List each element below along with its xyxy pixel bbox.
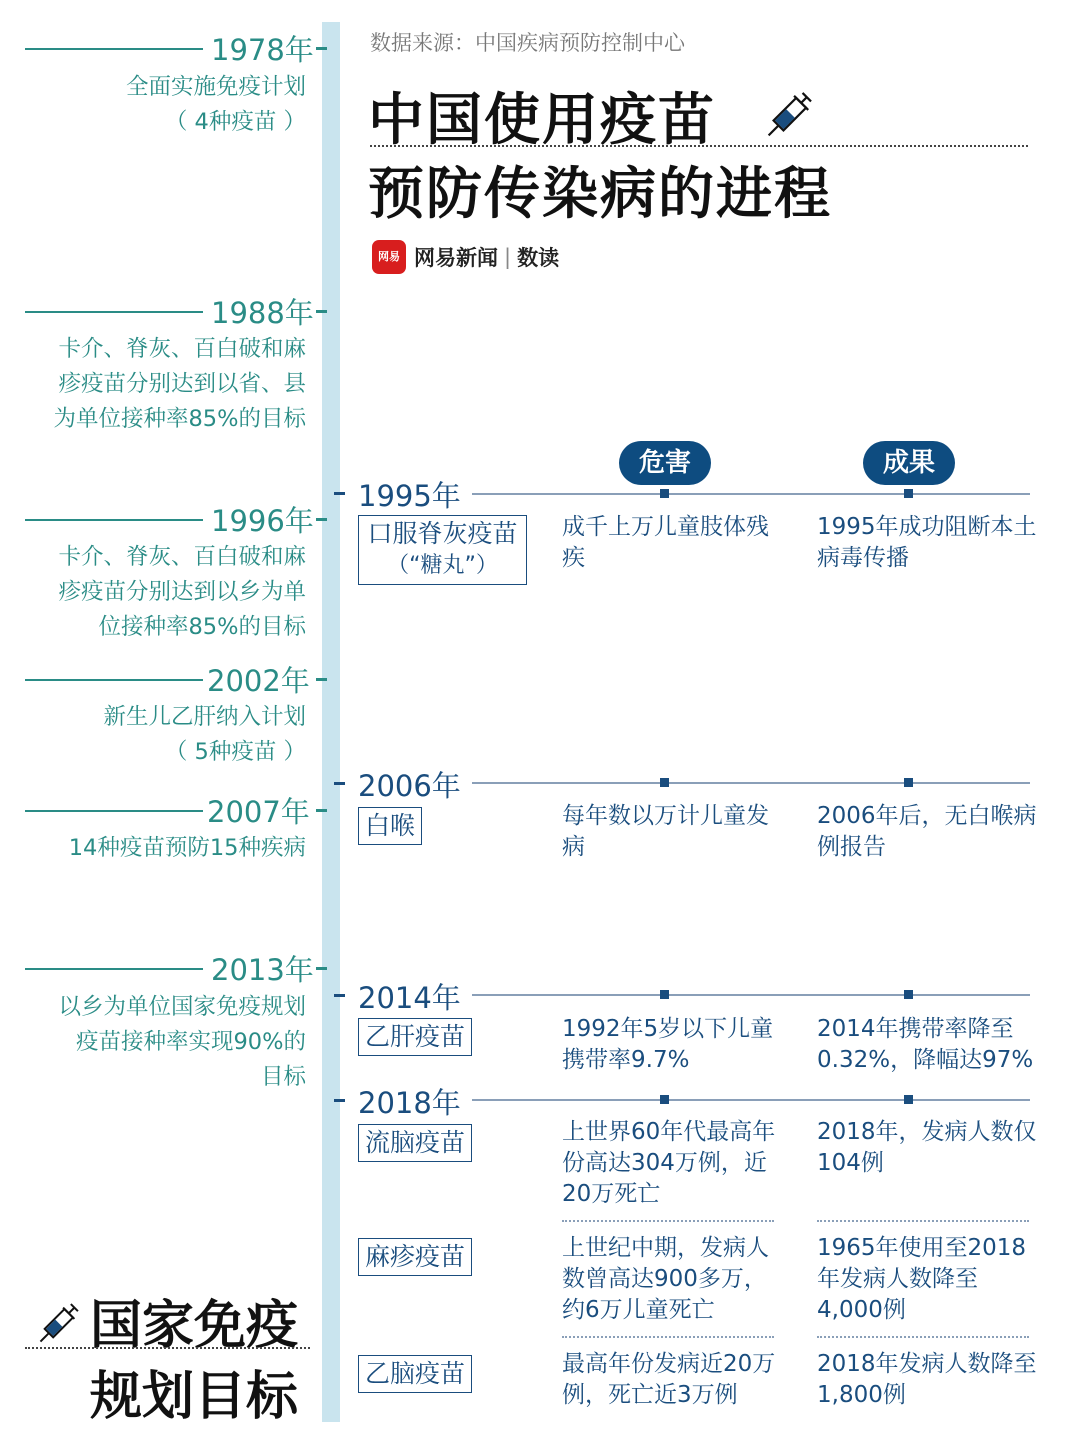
- year-tick: [334, 994, 345, 997]
- desc-line: 位接种率85%的目标: [98, 614, 306, 640]
- vaccine-box: [358, 1238, 472, 1276]
- year-tick: [334, 782, 345, 785]
- plan-year: 2007年: [207, 795, 310, 829]
- plan-desc: [6, 332, 306, 437]
- year-tick: [334, 1099, 345, 1102]
- brand-separator: |: [504, 245, 512, 269]
- desc-line: 疫苗接种率实现90%的: [75, 1029, 306, 1055]
- desc-line: （ 4种疫苗 ）: [164, 109, 306, 135]
- data-source: 数据来源：中国疾病预防控制中心: [370, 31, 685, 55]
- row-line: [472, 493, 1030, 495]
- desc-line: 疹疫苗分别达到以乡为单: [58, 579, 306, 605]
- timeline-bar: [322, 22, 340, 1422]
- row-divider: [817, 1336, 1029, 1338]
- vaccine-year: 2014年: [358, 981, 461, 1015]
- row-dot: [904, 778, 913, 787]
- vaccine-box: [358, 1124, 472, 1162]
- vaccine-box: [358, 1018, 472, 1056]
- netease-logo: 网易: [372, 240, 406, 274]
- harm-text: 上世纪中期，发病人数曾高达900多万，约6万儿童死亡: [562, 1235, 769, 1323]
- year-tick: [316, 518, 327, 521]
- year-tick: [316, 809, 327, 812]
- vaccine-alias: （“糖丸”）: [387, 553, 498, 578]
- main-title-line2: 预防传染病的进程: [368, 162, 832, 227]
- syringe-icon: [757, 87, 817, 151]
- result-text: 2018年发病人数降至1,800例: [817, 1351, 1037, 1408]
- row-line: [472, 782, 1030, 784]
- main-title-line1: 中国使用疫苗: [368, 88, 716, 153]
- result-text: 2014年携带率降至0.32%，降幅达97%: [817, 1016, 1034, 1073]
- leader-line: [25, 810, 203, 812]
- vaccine-name: 麻疹疫苗: [365, 1242, 466, 1271]
- harm-text: 每年数以万计儿童发病: [562, 803, 769, 860]
- desc-line: 卡介、脊灰、百白破和麻: [58, 336, 306, 362]
- row-line: [472, 1099, 1030, 1101]
- row-dot: [904, 489, 913, 498]
- row-dot: [660, 778, 669, 787]
- desc-line: 14种疫苗预防15种疾病: [68, 835, 306, 861]
- row-divider: [817, 1220, 1029, 1222]
- harm-text: 1992年5岁以下儿童携带率9.7%: [562, 1016, 774, 1073]
- row-dot: [660, 990, 669, 999]
- plan-year: 1978年: [211, 33, 314, 67]
- leader-line: [25, 48, 203, 50]
- harm-text: 成千上万儿童肢体残疾: [562, 514, 769, 571]
- leader-line: [25, 968, 203, 970]
- harm-text: 最高年份发病近20万例，死亡近3万例: [562, 1351, 776, 1408]
- year-tick: [316, 47, 327, 50]
- plan-title-line1: 国家免疫: [90, 1296, 299, 1356]
- desc-line: 全面实施免疫计划: [125, 74, 306, 100]
- plan-desc: [6, 700, 306, 770]
- plan-desc: [6, 831, 306, 866]
- leader-line: [25, 311, 203, 313]
- row-divider: [562, 1220, 774, 1222]
- vaccine-box: [358, 1355, 472, 1393]
- vaccine-box: [358, 807, 422, 845]
- leader-line: [25, 519, 203, 521]
- plan-desc: [6, 70, 306, 140]
- vaccine-name: 白喉: [365, 811, 416, 840]
- plan-year: 1996年: [211, 504, 314, 538]
- row-divider: [562, 1336, 774, 1338]
- plan-year: 1988年: [211, 296, 314, 330]
- desc-line: 卡介、脊灰、百白破和麻: [58, 544, 306, 570]
- plan-desc: [6, 540, 306, 645]
- year-tick: [334, 492, 345, 495]
- year-tick: [316, 310, 327, 313]
- column-header-harm: 危害: [619, 441, 711, 485]
- vaccine-name: 乙脑疫苗: [365, 1359, 466, 1388]
- row-dot: [660, 489, 669, 498]
- vaccine-name: 乙肝疫苗: [365, 1022, 466, 1051]
- desc-line: 疹疫苗分别达到以省、县: [58, 371, 306, 397]
- row-dot: [904, 1095, 913, 1104]
- brand: [372, 240, 559, 274]
- desc-line: 新生儿乙肝纳入计划: [103, 704, 306, 730]
- vaccine-year: 2006年: [358, 769, 461, 803]
- year-tick: [316, 967, 327, 970]
- desc-line: 目标: [260, 1064, 306, 1090]
- vaccine-name: 流脑疫苗: [365, 1128, 466, 1157]
- result-text: 2018年，发病人数仅104例: [817, 1119, 1037, 1176]
- leader-line: [25, 679, 203, 681]
- plan-year: 2002年: [207, 664, 310, 698]
- plan-year: 2013年: [211, 953, 314, 987]
- harm-text: 上世界60年代最高年份高达304万例，近20万死亡: [562, 1119, 776, 1207]
- desc-line: （ 5种疫苗 ）: [164, 739, 306, 765]
- vaccine-year: 2018年: [358, 1086, 461, 1120]
- result-text: 2006年后，无白喉病例报告: [817, 803, 1037, 860]
- desc-line: 为单位接种率85%的目标: [53, 406, 306, 432]
- brand-sub: 数读: [517, 246, 560, 270]
- row-dot: [904, 990, 913, 999]
- plan-title-line2: 规划目标: [90, 1367, 299, 1427]
- result-text: 1965年使用至2018年发病人数降至4,000例: [817, 1235, 1027, 1323]
- row-dot: [660, 1095, 669, 1104]
- desc-line: 以乡为单位国家免疫规划: [58, 994, 306, 1020]
- title-divider: [25, 1347, 310, 1349]
- year-tick: [316, 678, 327, 681]
- column-header-result: 成果: [863, 441, 955, 485]
- plan-desc: [6, 990, 306, 1095]
- brand-name: 网易新闻: [414, 246, 498, 270]
- vaccine-box: [358, 515, 527, 585]
- row-line: [472, 994, 1030, 996]
- title-divider: [370, 145, 1028, 147]
- vaccine-name: 口服脊灰疫苗: [367, 519, 518, 548]
- result-text: 1995年成功阻断本土病毒传播: [817, 514, 1037, 571]
- vaccine-year: 1995年: [358, 479, 461, 513]
